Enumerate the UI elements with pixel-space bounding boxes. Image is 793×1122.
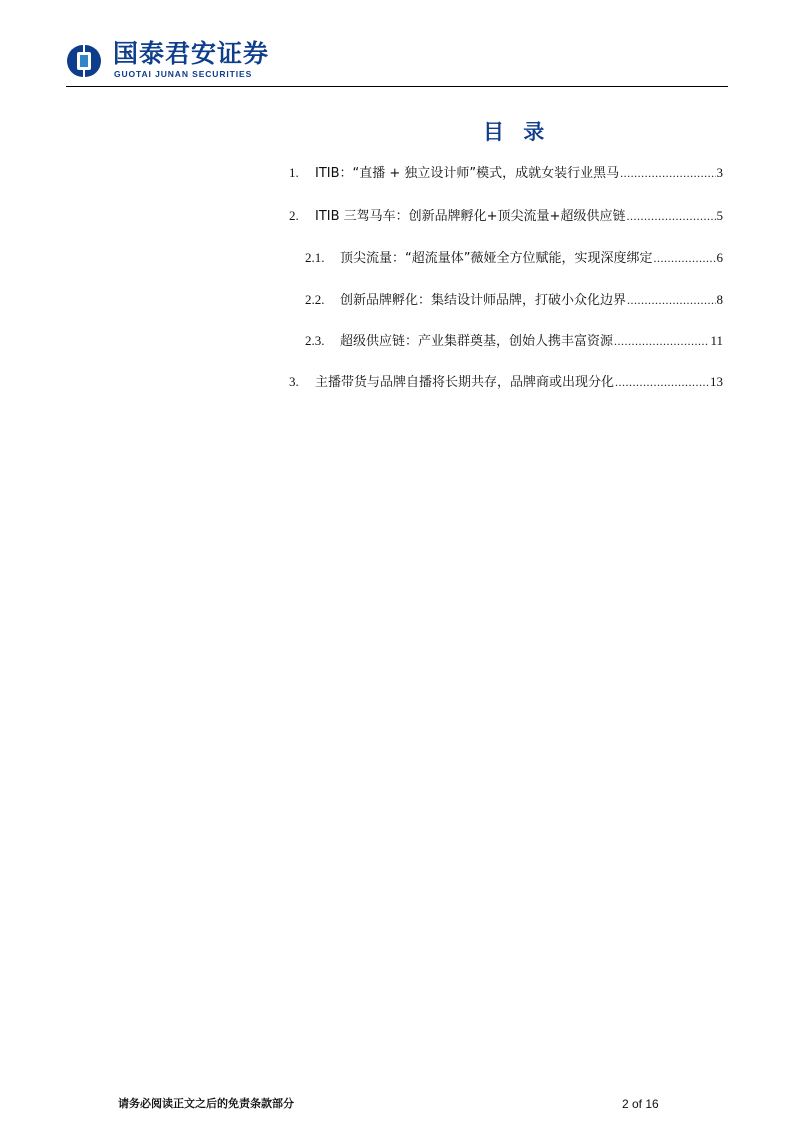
toc-entry-page: 5 — [716, 208, 723, 223]
toc-entry-page: 6 — [716, 250, 723, 265]
toc-entry-2-2[interactable] — [305, 290, 723, 310]
toc-entry-number: 2. — [289, 208, 299, 223]
toc-entry-number: 2.3. — [305, 333, 325, 348]
page-header — [0, 0, 793, 90]
toc-entry-number: 2.2. — [305, 292, 325, 307]
toc-entry-page: 3 — [716, 165, 723, 180]
toc-entry-title: 主播带货与品牌自播将长期共存，品牌商或出现分化 — [315, 375, 615, 390]
toc-entry-title: 超级供应链：产业集群奠基，创始人携丰富资源 — [340, 334, 614, 349]
toc-entry-3[interactable] — [289, 372, 723, 392]
toc-leader-dots — [626, 206, 715, 226]
toc-entry-title: ITIB 三驾马车：创新品牌孵化+顶尖流量+超级供应链 — [315, 209, 626, 224]
toc-entry-2-3[interactable] — [305, 331, 723, 351]
toc-leader-dots — [627, 290, 715, 310]
toc-leader-dots — [615, 372, 709, 392]
toc-entry-page: 13 — [710, 374, 723, 389]
toc-entry-number: 3. — [289, 374, 299, 389]
toc-leader-dots — [620, 163, 715, 183]
toc-entry-title: 顶尖流量：“超流量体”薇娅全方位赋能，实现深度绑定 — [340, 251, 653, 266]
toc-entry-number: 1. — [289, 165, 299, 180]
company-name-en: GUOTAI JUNAN SECURITIES — [114, 69, 253, 79]
company-name-cn: 国泰君安证券 — [113, 39, 270, 68]
toc-entry-2[interactable] — [289, 206, 723, 226]
toc-entry-title: ITIB：“直播 + 独立设计师”模式，成就女装行业黑马 — [315, 166, 620, 181]
footer-page-number: 2 of 16 — [622, 1097, 659, 1111]
toc-leader-dots — [653, 248, 715, 268]
toc-entry-number: 2.1. — [305, 250, 325, 265]
toc-entry-title: 创新品牌孵化：集结设计师品牌，打破小众化边界 — [340, 293, 627, 308]
company-logo-icon — [66, 44, 102, 78]
toc-title: 目 录 — [483, 120, 551, 144]
toc-entry-2-1[interactable] — [305, 248, 723, 268]
header-divider — [66, 86, 728, 87]
toc-entry-page: 11 — [710, 333, 723, 348]
footer-disclaimer: 请务必阅读正文之后的免责条款部分 — [118, 1097, 294, 1110]
toc-entry-1[interactable] — [289, 163, 723, 183]
toc-entry-page: 8 — [716, 292, 723, 307]
toc-leader-dots — [614, 331, 709, 351]
